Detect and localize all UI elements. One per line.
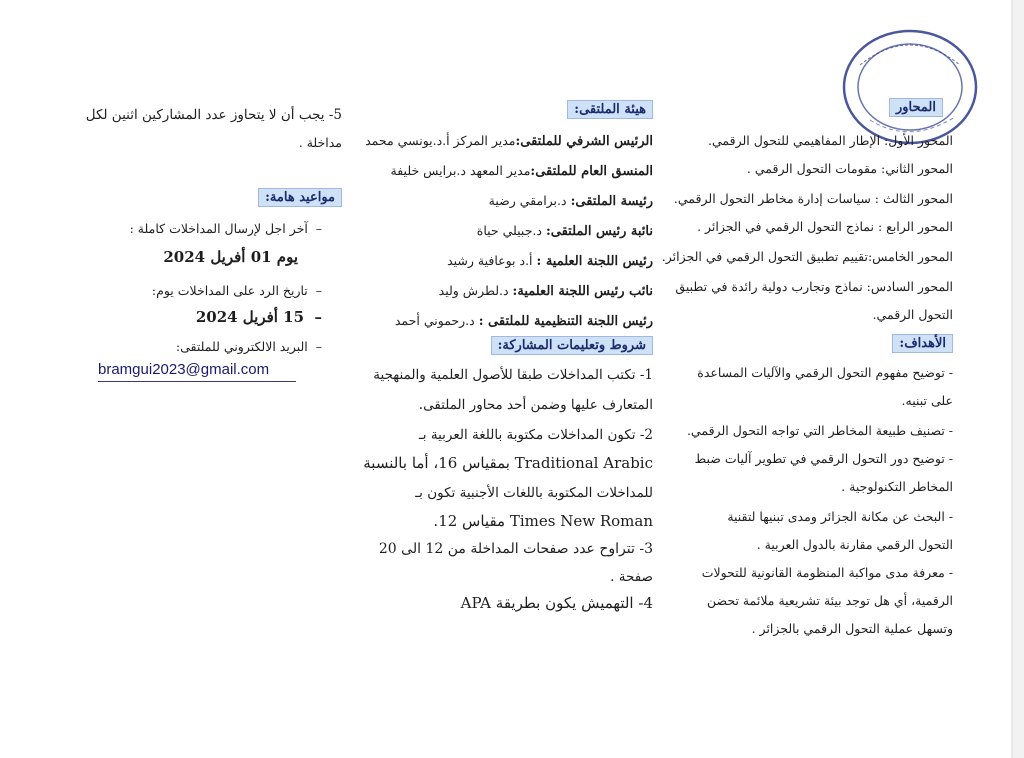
condition-item: للمداخلات المكتوبة باللغات الأجنبية تكون بـ	[415, 485, 653, 501]
condition-item: 5- يجب أن لا يتحاوز عدد المشاركين اثنين لكل	[85, 107, 342, 123]
condition-item: 1- تكتب المداخلات طبقا للأصول العلمية والمنهجية	[373, 367, 653, 383]
goal-item: - توضيح دور التحول الرقمي في تطوير آليات ضبط	[694, 451, 953, 466]
dates-heading: مواعيد هامة:	[258, 188, 342, 207]
condition-item: مداخلة .	[298, 135, 342, 150]
committee-row: نائبة رئيس الملتقى: د.جبيلي حياة	[476, 223, 653, 239]
axes-heading: المحاور	[889, 98, 943, 117]
committee-row: المنسق العام للملتقى:مدير المعهد د.برايس خليفة	[390, 163, 653, 179]
axis-item: المحور الثالث : سياسات إدارة مخاطر التحول الرقمي.	[673, 191, 953, 206]
email-link[interactable]: bramgui2023@gmail.com	[98, 361, 270, 378]
goal-item: - معرفة مدى مواكبة المنظومة القانونية للتحولات	[701, 565, 953, 580]
condition-item: Traditional Arabic بمقياس 16، أما بالنسبة	[363, 454, 653, 472]
axis-item: المحور الثاني: مقومات التحول الرقمي .	[746, 161, 953, 176]
goal-item: على تبنيه.	[901, 393, 953, 408]
goal-item: - البحث عن مكانة الجزائر ومدى تبنيها لتقنية	[727, 509, 953, 524]
email-underline	[98, 381, 296, 382]
committee-heading: هيئة الملتقى:	[567, 100, 653, 119]
committee-row: رئيس اللجنة التنظيمية للملتقى : د.رحموني أحمد	[394, 313, 653, 329]
email-label: – البريد الالكتروني للملتقى:	[175, 339, 322, 354]
goal-item: التحول الرقمي مقارنة بالدول العربية .	[756, 537, 953, 552]
reply-label: – تاريخ الرد على المداخلات يوم:	[151, 283, 322, 298]
goal-item: الرقمية، أي هل توجد بيئة تشريعية ملائمة تحضن	[707, 593, 953, 608]
goals-heading: الأهداف:	[892, 334, 953, 353]
axis-item: التحول الرقمي.	[872, 307, 953, 322]
conditions-heading: شروط وتعليمات المشاركة:	[491, 336, 653, 355]
condition-item: Times New Roman مقياس 12.	[433, 512, 653, 530]
goal-item: وتسهل عملية التحول الرقمي بالجزائر .	[751, 621, 953, 636]
deadline-label: – آخر اجل لإرسال المداخلات كاملة :	[129, 221, 322, 236]
committee-row: رئيسة الملتقى: د.برامقي رضية	[488, 193, 653, 209]
condition-item: 4- التهميش يكون بطريقة APA	[460, 594, 653, 612]
committee-row: رئيس اللجنة العلمية : أ.د بوعافية رشيد	[447, 253, 653, 269]
reply-date: – 15 أفريل 2024	[195, 308, 322, 326]
axis-item: المحور السادس: نماذج وتجارب دولية رائدة في تطبيق	[675, 279, 953, 294]
goal-item: - توضيح مفهوم التحول الرقمي والآليات المساعدة	[697, 365, 953, 380]
committee-row: الرئيس الشرفي للملتقى:مدير المركز أ.د.يونسي محمد	[365, 133, 653, 149]
condition-item: 3- تتراوح عدد صفحات المداخلة من 12 الى 20	[378, 541, 653, 557]
committee-row: نائب رئيس اللجنة العلمية: د.لطرش وليد	[438, 283, 653, 299]
condition-item: 2- تكون المداخلات مكتوبة باللغة العربية بـ	[418, 427, 653, 443]
condition-item: صفحة .	[610, 569, 653, 585]
axis-item: المحور الأول: الإطار المفاهيمي للتحول الرقمي.	[707, 133, 953, 148]
scan-edge-strip	[1000, 0, 1024, 758]
deadline-date: يوم 01 أفريل 2024	[163, 248, 298, 266]
goal-item: - تصنيف طبيعة المخاطر التي تواجه التحول الرقمي.	[686, 423, 953, 438]
condition-item: المتعارف عليها وضمن أحد محاور الملتقى.	[418, 397, 653, 413]
axis-item: المحور الرابع : نماذج التحول الرقمي في الجزائر .	[697, 219, 953, 234]
goal-item: المخاطر التكنولوجية .	[841, 479, 953, 494]
axis-item: المحور الخامس:تقييم تطبيق التحول الرقمي في الجزائر.	[661, 249, 953, 264]
